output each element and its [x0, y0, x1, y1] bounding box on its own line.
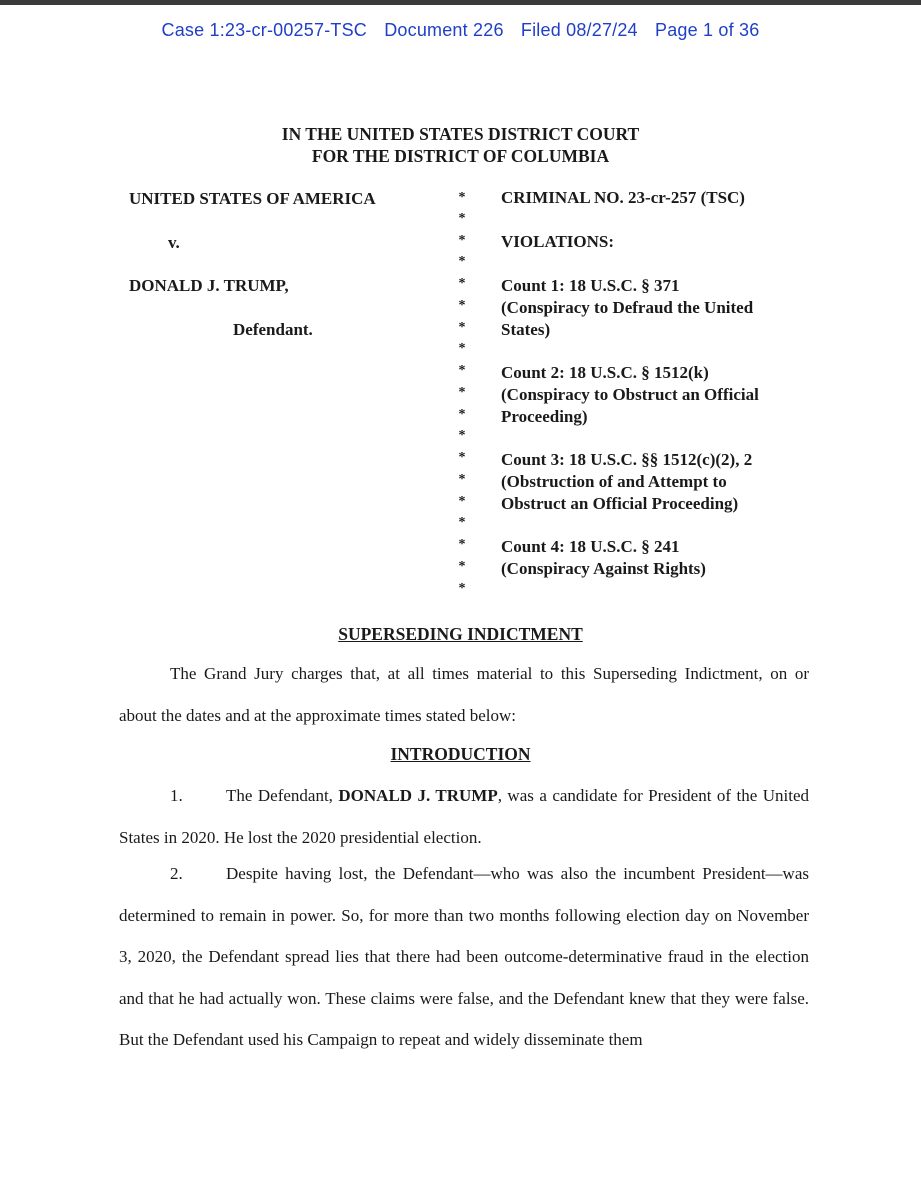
- preamble-line-2: about the dates and at the approximate times stated below:: [119, 705, 517, 725]
- plaintiff-name: UNITED STATES OF AMERICA: [129, 189, 376, 208]
- court-line-2: FOR THE DISTRICT OF COLUMBIA: [311, 146, 610, 166]
- preamble-line-1: The Grand Jury charges that, at all times material to this Superseding Indictment, on or: [170, 664, 809, 683]
- caption-star: *: [458, 341, 466, 356]
- introduction-heading: INTRODUCTION: [390, 744, 531, 764]
- caption-star: *: [458, 385, 466, 400]
- defendant-name: DONALD J. TRUMP,: [129, 276, 289, 295]
- caption-star: *: [458, 472, 466, 487]
- count-line: Count 3: 18 U.S.C. §§ 1512(c)(2), 2: [501, 450, 753, 469]
- caption-star: *: [458, 190, 466, 205]
- count-line: (Conspiracy Against Rights): [501, 559, 706, 578]
- count-4: [501, 536, 706, 580]
- court-line-1: IN THE UNITED STATES DISTRICT COURT: [281, 124, 640, 144]
- paragraph-text: Despite having lost, the Defendant—who was also the incumbent President—was determined to remain in power. So, for more than two months following election day on November 3, 2020, the Defendant spread lies that there had been outcome-determinative fraud in the election and that he had actually won. These claims were false, and the Defendant knew that they were false. But the Defendant used his Campaign to repeat and widely disseminate them: [119, 864, 809, 1049]
- filed-date: Filed 08/27/24: [520, 20, 638, 40]
- caption-star: *: [458, 537, 466, 552]
- criminal-number: CRIMINAL NO. 23-cr-257 (TSC): [501, 188, 745, 207]
- caption-star: *: [458, 559, 466, 574]
- count-2: [501, 362, 759, 428]
- paragraph-1: [119, 775, 809, 858]
- caption-star: *: [458, 363, 466, 378]
- paragraph-text: The Defendant,: [226, 786, 339, 805]
- count-line: (Obstruction of and Attempt to: [501, 472, 727, 491]
- count-line: States): [501, 320, 551, 339]
- caption-star: *: [458, 494, 466, 509]
- caption-star: *: [458, 254, 466, 269]
- count-line: Count 1: 18 U.S.C. § 371: [501, 276, 680, 295]
- paragraph-text: , was a candidate for President of the United States in 2020. He lost the 2020 presidential election.: [119, 786, 809, 847]
- paragraph-number: 1.: [170, 786, 183, 805]
- caption-star: *: [458, 450, 466, 465]
- count-3: [501, 449, 752, 515]
- document-title: SUPERSEDING INDICTMENT: [338, 624, 583, 644]
- page-number: Page 1 of 36: [654, 20, 760, 40]
- caption-star: *: [458, 276, 466, 291]
- defendant-label: Defendant.: [233, 320, 313, 339]
- count-1: [501, 275, 753, 341]
- paragraph-number: 2.: [170, 864, 183, 883]
- caption-star: *: [458, 407, 466, 422]
- case-number: Case 1:23-cr-00257-TSC: [161, 20, 367, 40]
- caption-star: *: [458, 428, 466, 443]
- document-number: Document 226: [384, 20, 504, 40]
- caption-star: *: [458, 211, 466, 226]
- count-line: (Conspiracy to Obstruct an Official: [501, 385, 759, 404]
- count-line: Count 4: 18 U.S.C. § 241: [501, 537, 680, 556]
- count-line: Count 2: 18 U.S.C. § 1512(k): [501, 363, 709, 382]
- caption-star: *: [458, 298, 466, 313]
- count-line: Obstruct an Official Proceeding): [501, 494, 739, 513]
- caption-star: *: [458, 320, 466, 335]
- caption-star: *: [458, 233, 466, 248]
- defendant-name-bold: DONALD J. TRUMP: [338, 786, 498, 805]
- count-line: Proceeding): [501, 407, 588, 426]
- caption-star: *: [458, 581, 466, 596]
- count-line: (Conspiracy to Defraud the United: [501, 298, 754, 317]
- caption-star: *: [458, 515, 466, 530]
- violations-label: VIOLATIONS:: [501, 232, 615, 251]
- versus: v.: [168, 233, 180, 252]
- paragraph-2: [119, 853, 809, 1061]
- preamble: [119, 653, 809, 736]
